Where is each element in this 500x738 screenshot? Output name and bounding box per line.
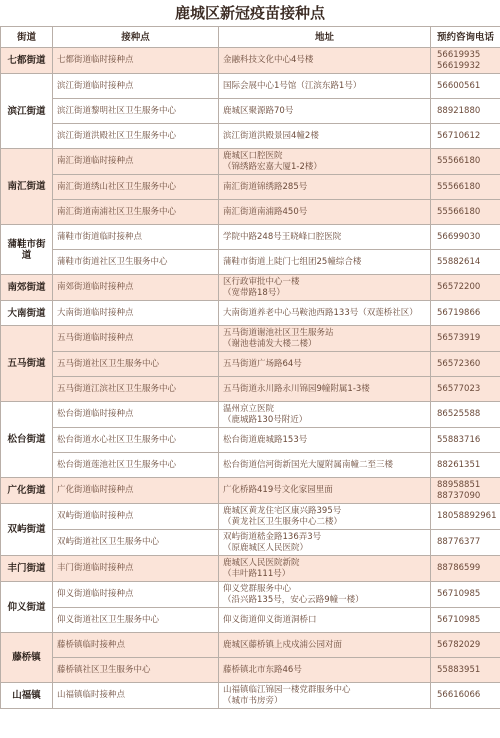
address-cell: 大南街道养老中心马鞍池西路133号（双莲桥社区） [219,301,431,326]
phone-cell: 56619935 56619932 [431,48,500,74]
table-row [1,478,500,504]
table-row [1,556,500,582]
address-cell: 仰义党群服务中心 （沿兴路135号，安心云路9幢一楼） [219,582,431,608]
table-row [1,608,500,633]
street-cell: 广化街道 [1,478,53,504]
site-cell: 滨江街道洪殿社区卫生服务中心 [53,124,219,149]
table-row [1,402,500,428]
address-cell: 鹿城区藤桥镇上戍戍浦公园对面 [219,633,431,658]
street-cell: 仰义街道 [1,582,53,633]
table-row [1,250,500,275]
table-row [1,99,500,124]
address-cell: 蒲鞋市街道上陡门七组团25幢综合楼 [219,250,431,275]
table-row [1,428,500,453]
site-cell: 双屿街道社区卫生服务中心 [53,530,219,556]
address-cell: 藤桥镇北市东路46号 [219,658,431,683]
phone-cell: 56710612 [431,124,500,149]
street-cell: 七都街道 [1,48,53,74]
address-cell: 金融科技文化中心4号楼 [219,48,431,74]
phone-cell: 56577023 [431,377,500,402]
header-street: 街道 [1,27,53,48]
phone-cell: 88958851 88737090 [431,478,500,504]
table-row [1,658,500,683]
table-row [1,326,500,352]
address-cell: 广化桥路419号文化家园里面 [219,478,431,504]
address-cell: 仰义街道仰义街道洞桥口 [219,608,431,633]
phone-cell: 56572200 [431,275,500,301]
address-cell: 南汇街道锦绣路285号 [219,175,431,200]
site-cell: 藤桥镇社区卫生服务中心 [53,658,219,683]
site-cell: 南郊街道临时接种点 [53,275,219,301]
table-row [1,352,500,377]
table-row [1,530,500,556]
street-cell: 大南街道 [1,301,53,326]
site-cell: 南汇街道绣山社区卫生服务中心 [53,175,219,200]
phone-cell: 18058892961 [431,504,500,530]
address-cell: 五马街道谢池社区卫生服务站 （谢池巷浦发大楼二楼） [219,326,431,352]
phone-cell: 88921880 [431,99,500,124]
address-cell: 松台街道信河街新国光大厦附属南幢二至三楼 [219,453,431,478]
site-cell: 南汇街道临时接种点 [53,149,219,175]
table-row [1,453,500,478]
site-cell: 广化街道临时接种点 [53,478,219,504]
table-row [1,683,500,709]
site-cell: 丰门街道临时接种点 [53,556,219,582]
site-cell: 七都街道临时接种点 [53,48,219,74]
site-cell: 五马街道临时接种点 [53,326,219,352]
phone-cell: 55883716 [431,428,500,453]
phone-cell: 56710985 [431,582,500,608]
phone-cell: 56699030 [431,225,500,250]
address-cell: 松台街道鹿城路153号 [219,428,431,453]
site-cell: 松台街道莲池社区卫生服务中心 [53,453,219,478]
site-cell: 五马街道社区卫生服务中心 [53,352,219,377]
table-row [1,275,500,301]
table-row [1,582,500,608]
address-cell: 南汇街道南浦路450号 [219,200,431,225]
phone-cell: 88261351 [431,453,500,478]
table-row [1,301,500,326]
header-address: 地址 [219,27,431,48]
address-cell: 鹿城区聚源路70号 [219,99,431,124]
table-row [1,377,500,402]
phone-cell: 56719866 [431,301,500,326]
site-cell: 藤桥镇临时接种点 [53,633,219,658]
site-cell: 仰义街道社区卫生服务中心 [53,608,219,633]
table-header-row [1,27,500,48]
address-cell: 国际会展中心1号馆（江滨东路1号） [219,74,431,99]
phone-cell: 86525588 [431,402,500,428]
address-cell: 双屿街道嵇金路136弄3号 （原鹿城区人民医院） [219,530,431,556]
street-cell: 松台街道 [1,402,53,478]
site-cell: 南汇街道南浦社区卫生服务中心 [53,200,219,225]
street-cell: 南郊街道 [1,275,53,301]
address-cell: 学院中路248号王晓峰口腔医院 [219,225,431,250]
address-cell: 鹿城区口腔医院 （锦绣路宏嘉大厦1-2楼） [219,149,431,175]
phone-cell: 55883951 [431,658,500,683]
site-cell: 五马街道江滨社区卫生服务中心 [53,377,219,402]
address-cell: 滨江街道洪殿景园4幢2楼 [219,124,431,149]
street-cell: 丰门街道 [1,556,53,582]
address-cell: 鹿城区黄龙住宅区康兴路395号 （黄龙社区卫生服务中心二楼） [219,504,431,530]
site-cell: 蒲鞋市街道社区卫生服务中心 [53,250,219,275]
table-row [1,633,500,658]
table-row [1,74,500,99]
table-row [1,200,500,225]
street-cell: 蒲鞋市街道 [1,225,53,275]
header-site: 接种点 [53,27,219,48]
site-cell: 仰义街道临时接种点 [53,582,219,608]
address-cell: 区行政审批中心一楼 （宽带路18号） [219,275,431,301]
phone-cell: 88776377 [431,530,500,556]
phone-cell: 55566180 [431,200,500,225]
street-cell: 滨江街道 [1,74,53,149]
site-cell: 双屿街道临时接种点 [53,504,219,530]
table-row [1,48,500,74]
phone-cell: 56600561 [431,74,500,99]
address-cell: 五马街道广场路64号 [219,352,431,377]
table-row [1,504,500,530]
address-cell: 山福镇临江锦园一楼党群服务中心 （城市书房旁） [219,683,431,709]
address-cell: 五马街道永川路永川锦园9幢附属1-3楼 [219,377,431,402]
phone-cell: 55566180 [431,175,500,200]
address-cell: 鹿城区人民医院新院 （丰叶路111号） [219,556,431,582]
street-cell: 南汇街道 [1,149,53,225]
street-cell: 山福镇 [1,683,53,709]
phone-cell: 56573919 [431,326,500,352]
street-cell: 藤桥镇 [1,633,53,683]
table-body [1,48,500,709]
phone-cell: 56572360 [431,352,500,377]
site-cell: 松台街道临时接种点 [53,402,219,428]
phone-cell: 56616066 [431,683,500,709]
table-row [1,175,500,200]
phone-cell: 56782029 [431,633,500,658]
table-row [1,149,500,175]
site-cell: 松台街道水心社区卫生服务中心 [53,428,219,453]
phone-cell: 55882614 [431,250,500,275]
site-cell: 蒲鞋市街道临时接种点 [53,225,219,250]
site-cell: 滨江街道黎明社区卫生服务中心 [53,99,219,124]
header-phone: 预约咨询电话 [431,27,500,48]
phone-cell: 55566180 [431,149,500,175]
street-cell: 五马街道 [1,326,53,402]
phone-cell: 56710985 [431,608,500,633]
table-row [1,124,500,149]
site-cell: 大南街道临时接种点 [53,301,219,326]
page-title: 鹿城区新冠疫苗接种点 [174,4,325,22]
phone-cell: 88786599 [431,556,500,582]
site-cell: 山福镇临时接种点 [53,683,219,709]
street-cell: 双屿街道 [1,504,53,556]
site-cell: 滨江街道临时接种点 [53,74,219,99]
address-cell: 温州京立医院 （鹿城路130号附近） [219,402,431,428]
vaccination-sites-table [0,26,500,709]
table-row [1,225,500,250]
